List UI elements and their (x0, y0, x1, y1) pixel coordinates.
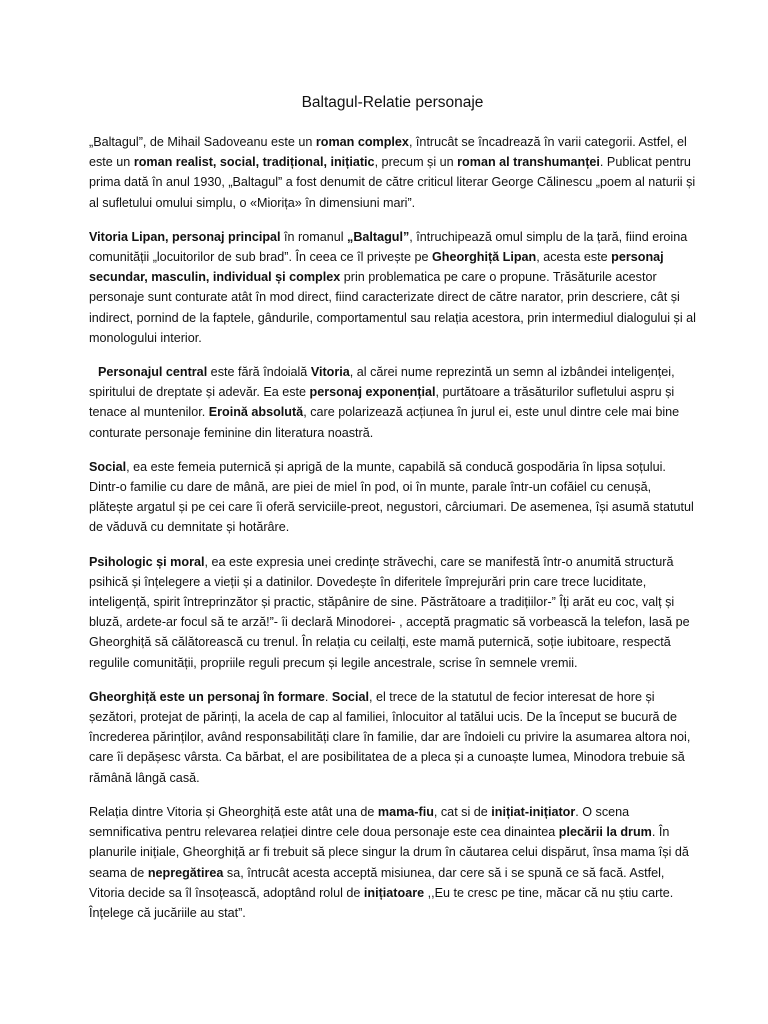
text-segment: sa, întrucât acesta acceptă misiunea, dar cere să i se spună ce să facă. Astfel, Vitoria decide sa îl însoțească, adoptând rolul de (89, 865, 665, 900)
text-segment: în romanul (280, 229, 348, 244)
bold-text: roman complex (315, 135, 409, 149)
text-segment: ,,Eu te cresc pe tine, măcar că nu știu carte. Înțelege că jucăriile au stat”. (89, 885, 674, 920)
bold-text: Vitoria (310, 365, 350, 380)
text-segment: prin problematica pe care o propune. Trăsăturile acestor personaje sunt conturate atât în mod direct, fiind caracterizate direct de către narator, prin descriere, cât și indirect, pornind de la faptele, gândurile, comportamentul sau relația acestora, prin intermediul dialogului și al monologului interior. (89, 270, 696, 345)
text-segment: , cat si de (433, 804, 492, 819)
text-segment: , ea este femeia puternică și aprigă de la munte, capabilă să conducă gospodăria în lipsa soțului. Dintr-o familie cu dare de mână, are piei de miel în pod, oi în munte, parale într-un cofăiel cu cenușă, plătește argatul și pe cei care îi oferă serviciile-preot, negustori, cârciumari. De asemenea, își asumă statutul de văduvă cu demnitate și hotărâre. (89, 459, 694, 535)
bold-text: nepregătirea (147, 865, 224, 880)
bold-text: plecării la drum (558, 825, 652, 840)
bold-text: Vitoria Lipan, personaj principal (89, 229, 281, 244)
text-segment: este fără îndoială (207, 365, 311, 380)
bold-text: mama-fiu (377, 804, 434, 819)
text-segment: , întruchipează omul simplu de la țară, fiind eroina comunității „locuitorilor de sub brad”. În ceea ce îl privește pe (89, 229, 688, 265)
paragraph-1 (89, 132, 696, 213)
bold-text: „Baltagul” (347, 229, 410, 244)
text-segment: , care polarizează acțiunea în jurul ei, este unul dintre cele mai bine conturate personaje feminine din literatura noastră. (89, 405, 680, 440)
text-segment: . Publicat pentru prima dată în anul 1930, „Baltagul” a fost denumit de către criticul literar George Călinescu „poem al naturii și al sufletului omului simplu, o «Miorița» în dimensiuni mari”. (89, 155, 696, 210)
paragraph-7 (89, 802, 696, 923)
bold-text: Psihologic și moral (89, 554, 205, 569)
document-title: Baltagul-Relatie personaje (301, 94, 484, 111)
bold-text: Social (89, 459, 127, 474)
text-segment: , acesta este (536, 250, 612, 265)
paragraph-5 (89, 552, 696, 673)
bold-text: roman realist, social, tradițional, inițiatic (133, 155, 375, 170)
bold-text: inițiat-inițiator (491, 804, 576, 819)
text-segment: . O scena semnificativa pentru relevarea relației dintre cele doua personaje este cea dinaintea (89, 804, 630, 840)
paragraph-3 (89, 362, 696, 443)
text-segment: . (324, 689, 332, 704)
text-segment: , purtătoare a trăsăturilor sufletului aspru și tenace al muntenilor. (89, 385, 675, 420)
bold-text: personaj secundar, masculin, individual și complex (89, 250, 664, 285)
paragraph-4 (89, 457, 696, 538)
text-segment: , el trece de la statutul de fecior interesat de hore și șezători, protejat de părinți, la acela de cap al familiei, înlocuitor al tatălui ucis. De la început se bucură de încrederea părinților, având responsabilități clare în familie, dar are îndoieli cu privire la asumarea altora noi, care îi depășesc vârsta. Ca bărbat, el are posibilitatea de a pleca și a cunoaște lumea, Minodora trebuie să rămână lângă casă. (89, 689, 691, 785)
bold-text: inițiatoare (363, 885, 425, 900)
bold-text: personaj exponențial (309, 385, 436, 400)
paragraph-2 (89, 227, 696, 348)
text-segment: . În planurile inițiale, Gheorghiță ar fi trebuit să plece singur la drum în căutarea celui dispărut, însa mama își dă seama de (89, 825, 689, 880)
text-segment: „Baltagul”, de Mihail Sadoveanu este un (89, 135, 316, 149)
bold-text: Gheorghiță este un personaj în formare (89, 689, 325, 704)
text-segment: , întrucât se încadrează în varii categorii. Astfel, el este un (89, 135, 687, 170)
bold-text: Social (331, 689, 369, 704)
text-segment: , ea este expresia unei credințe străvechi, care se manifestă într-o anumită structură psihică și înțelegere a vieții și a datinilor. Dovedește în diferitele împrejurări prin care trece luciditate, inteligență, spirit întreprinzător și practic, stăpânire de sine. Păstrătoare a tradițiilor-” Îți arăt eu coc, valț și bluză, ardete-ar focul să te arză!”- îi declară Minodorei- , acceptă pragmatic să vorbească la telefon, lasă pe Gheorghiță să călătorească cu trenul. În relația cu ceilalți, este mamă puternică, soție iubitoare, respectă regulile comunității, propriile reguli precum și legile ancestrale, scrise în semnele vremii. (89, 554, 690, 670)
text-segment: , al cărei nume reprezintă un semn al izbândei inteligenței, spiritului de dreptate și adevăr. Ea este (89, 365, 675, 400)
paragraph-6 (89, 687, 696, 788)
bold-text: Gheorghiță Lipan (432, 250, 537, 265)
bold-text: Eroină absolută (208, 405, 304, 420)
document-body (89, 132, 696, 923)
bold-text: Personajul central (98, 365, 208, 380)
text-segment: Relația dintre Vitoria și Gheorghiță este atât una de (89, 804, 378, 819)
text-segment: , precum și un (374, 155, 458, 170)
bold-text: roman al transhumanței (457, 155, 600, 170)
